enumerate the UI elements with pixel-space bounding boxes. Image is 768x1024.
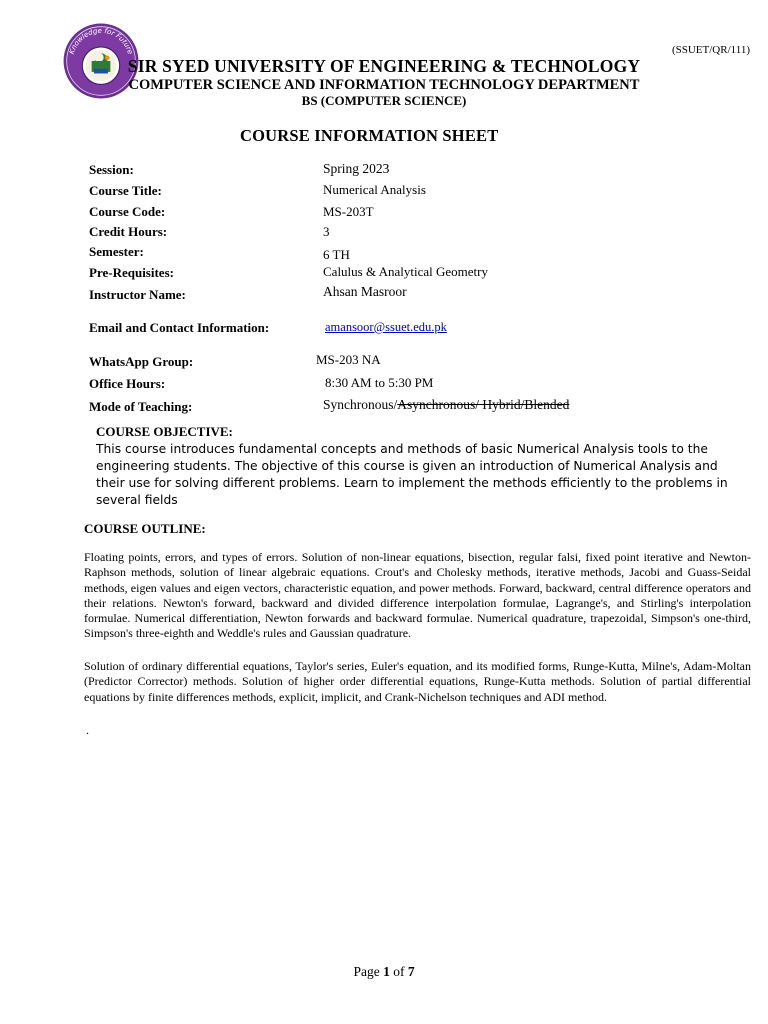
program-name: BS (COMPUTER SCIENCE) <box>301 93 467 108</box>
email-label: Email and Contact Information: <box>89 320 270 335</box>
university-name: SIR SYED UNIVERSITY OF ENGINEERING & TECHNOLOGY <box>127 56 641 76</box>
prerequisites-value: Calulus & Analytical Geometry <box>323 264 488 279</box>
outline-paragraph-2: Solution of ordinary differential equations, Taylor's series, Euler's equation, and its modified forms, Runge-Kutta, Milne's, Adam-Moltan (Predictor Corrector) methods. Solution of higher order differential equations, Runge-Kutta methods. Solution of partial differential equations by finite differences methods, explicit, implicit, and Crank-Nichelson techniques and ADI method. <box>84 659 751 704</box>
course-code-label: Course Code: <box>89 204 166 219</box>
office-hours-label: Office Hours: <box>89 376 166 391</box>
instructor-value: Ahsan Masroor <box>323 284 407 299</box>
mode-label: Mode of Teaching: <box>89 399 193 414</box>
session-label: Session: <box>89 162 134 177</box>
semester-label: Semester: <box>89 244 144 259</box>
page-of: of <box>389 964 408 979</box>
outline-paragraph-1: Floating points, errors, and types of errors. Solution of non-linear equations, bisection, regular falsi, fixed point iterative and Newton-Raphson methods, solution of linear algebraic equations. Crout's and Cholesky methods, iterative methods, Jacobi and Guass-Seidal methods, eigen values and eigen vectors, characteristic equation, and power methods. Forward, backward, central difference operators and their relations. Newton's forward, backward and divided difference interpolation formulae, Lagrange's, and Stirling's interpolation formulae. Numerical differentiation, Newton forwards and backward formulae. Numerical quadrature, trapezoidal, Simpson's one-third, Simpson's three-eighth and Weddle's rules and Gaussian quadrature. <box>84 550 751 641</box>
objective-text: This course introduces fundamental concepts and methods of basic Numerical Analysis tools to the engineering students. The objective of this course is given an introduction of Numerical Analysis and their use for solving different problems. Learn to implement the methods efficiently to the problems in several fields <box>96 442 728 507</box>
document-reference: (SSUET/QR/111) <box>671 44 750 56</box>
page-current: 1 <box>383 964 390 979</box>
page-title: COURSE INFORMATION SHEET <box>240 126 499 145</box>
course-title-value: Numerical Analysis <box>323 182 426 197</box>
prerequisites-label: Pre-Requisites: <box>89 265 174 280</box>
outline-heading: COURSE OUTLINE: <box>84 521 206 536</box>
mode-struck-options: Asynchronous/ Hybrid/Blended <box>397 397 570 412</box>
trailing-dot: . <box>86 723 89 737</box>
semester-value: 6 TH <box>323 247 350 262</box>
whatsapp-label: WhatsApp Group: <box>89 354 194 369</box>
page-total: 7 <box>407 964 415 979</box>
whatsapp-value: MS-203 NA <box>316 352 381 367</box>
credit-hours-label: Credit Hours: <box>89 224 168 239</box>
department-name: COMPUTER SCIENCE AND INFORMATION TECHNOLOGY DEPARTMENT <box>128 77 640 93</box>
email-link[interactable]: amansoor@ssuet.edu.pk <box>325 320 447 334</box>
mode-synchronous: Synchronous/ <box>323 397 398 412</box>
objective-heading: COURSE OBJECTIVE: <box>96 424 233 439</box>
session-value: Spring 2023 <box>323 161 390 176</box>
office-hours-value: 8:30 AM to 5:30 PM <box>325 375 434 390</box>
course-title-label: Course Title: <box>89 183 162 198</box>
credit-hours-value: 3 <box>323 224 330 239</box>
svg-text:Knowledge for Future: Knowledge for Future <box>66 25 136 56</box>
page-number <box>0 964 768 980</box>
instructor-label: Instructor Name: <box>89 287 186 302</box>
course-code-value: MS-203T <box>323 204 374 219</box>
mode-value <box>323 397 569 413</box>
page-prefix: Page <box>353 964 384 979</box>
